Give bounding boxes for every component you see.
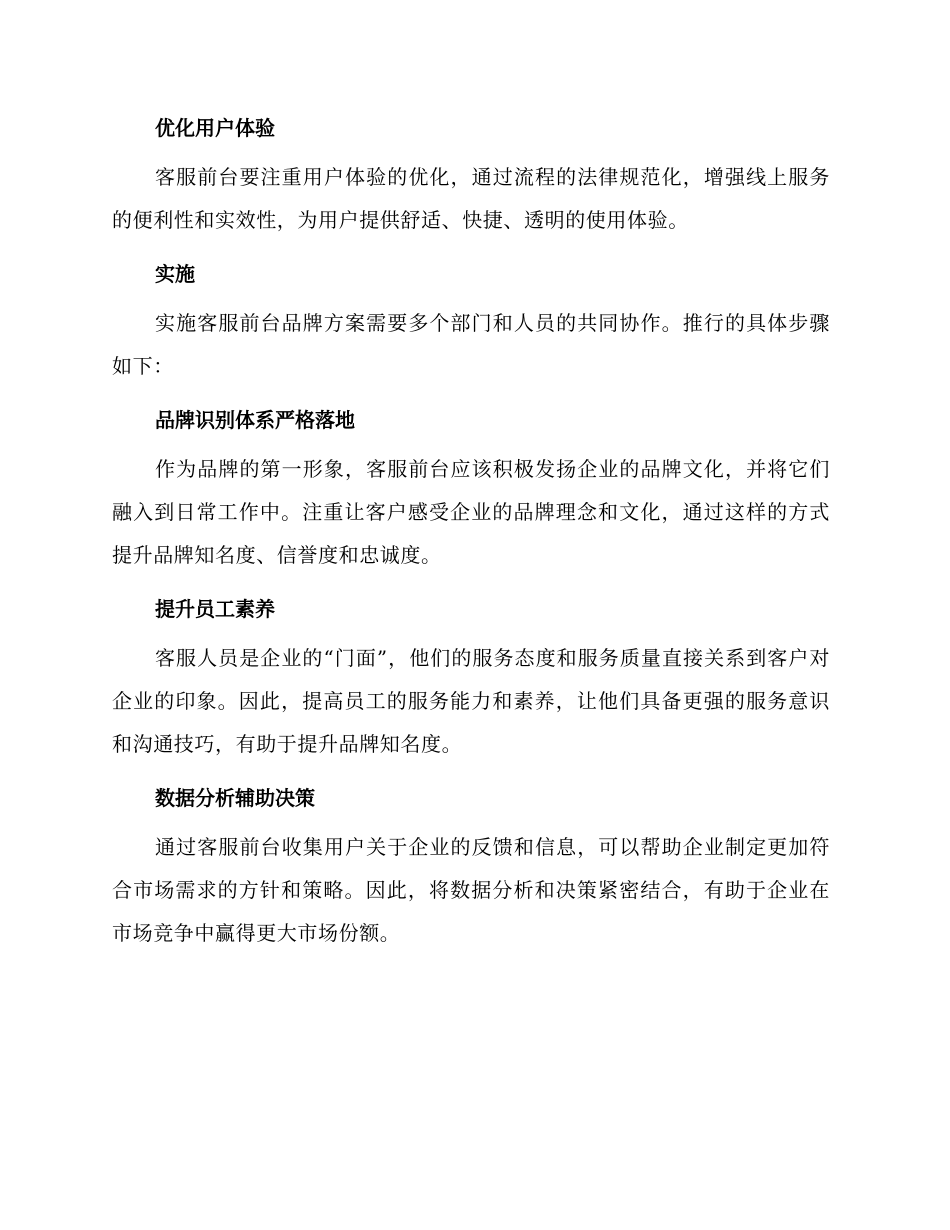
section-body-implementation: 实施客服前台品牌方案需要多个部门和人员的共同协作。推行的具体步骤如下： — [112, 311, 830, 378]
section-body-data-analysis: 通过客服前台收集用户关于企业的反馈和信息，可以帮助企业制定更加符合市场需求的方针和策略。因此，将数据分析和决策紧密结合，有助于企业在市场竞争中赢得更大市场份额。 — [112, 835, 830, 945]
section-heading-staff-quality: 提升员工素养 — [155, 597, 275, 621]
section-heading-implementation: 实施 — [155, 262, 195, 286]
section-heading-optimize-ux: 优化用户体验 — [155, 116, 275, 140]
section-body-brand-identity: 作为品牌的第一形象，客服前台应该积极发扬企业的品牌文化，并将它们融入到日常工作中。注重让客户感受企业的品牌理念和文化，通过这样的方式提升品牌知名度、信誉度和忠诚度。 — [112, 457, 830, 567]
section-body-optimize-ux: 客服前台要注重用户体验的优化，通过流程的法律规范化，增强线上服务的便利性和实效性，为用户提供舒适、快捷、透明的使用体验。 — [112, 165, 830, 232]
document-page — [112, 108, 830, 967]
section-heading-data-analysis: 数据分析辅助决策 — [155, 786, 315, 810]
section-heading-brand-identity: 品牌识别体系严格落地 — [155, 408, 355, 432]
section-body-staff-quality: 客服人员是企业的“门面”，他们的服务态度和服务质量直接关系到客户对企业的印象。因此，提高员工的服务能力和素养，让他们具备更强的服务意识和沟通技巧，有助于提升品牌知名度。 — [112, 646, 830, 756]
